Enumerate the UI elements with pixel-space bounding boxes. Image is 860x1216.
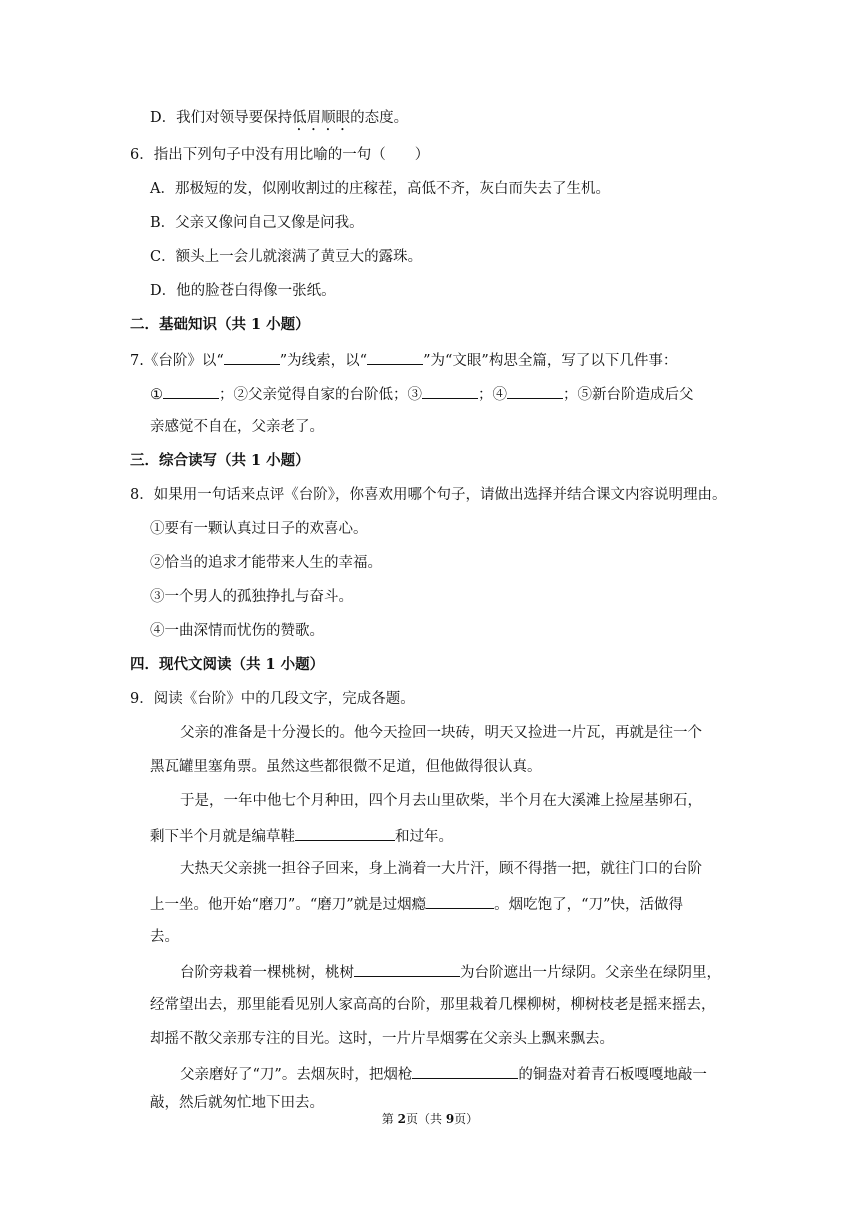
passage-p2-line-1: 于是，一年中他七个月种田，四个月去山里砍柴，半个月在大溪滩上捡屋基卵石， <box>180 793 702 809</box>
q6-option-b: B．父亲又像问自己又像是问我。 <box>150 215 364 231</box>
footer-text: 第 <box>381 1112 398 1126</box>
passage-p1-line-2: 黑瓦罐里塞角票。虽然这些都很微不足道，但他做得很认真。 <box>150 759 542 775</box>
section-4-heading: 四．现代文阅读（共 1 小题） <box>130 656 325 673</box>
passage-p5-line-1 <box>180 1063 707 1085</box>
q9-stem: 9．阅读《台阶》中的几段文字，完成各题。 <box>130 691 415 707</box>
passage-p4-line-1 <box>180 961 721 983</box>
passage-p2-line-2 <box>150 825 453 847</box>
q7-item-1: ① <box>150 387 163 403</box>
passage-p3-line-1: 大热天父亲挑一担谷子回来，身上淌着一大片汗，顾不得揩一把，就往门口的台阶 <box>180 861 702 877</box>
q7-line-2 <box>150 383 694 405</box>
passage-text: 父亲磨好了“刀”。去烟灰时，把烟枪 <box>180 1067 413 1083</box>
answer-blank[interactable] <box>163 383 219 399</box>
passage-text: 剩下半个月就是编草鞋 <box>150 829 295 845</box>
answer-blank[interactable] <box>354 961 460 977</box>
passage-text: 台阶旁栽着一棵桃树，桃树 <box>180 965 354 981</box>
answer-blank[interactable] <box>412 1063 518 1079</box>
q7-text-b: ”为线索，以“ <box>279 353 368 369</box>
passage-p4-line-2: 经常望出去，那里能看见别人家高高的台阶，那里栽着几棵柳树，柳树枝老是摇来摇去， <box>150 997 716 1013</box>
answer-blank[interactable] <box>295 825 395 841</box>
footer-text: 页（共 <box>405 1112 446 1126</box>
q6-option-c: C．额头上一会儿就滚满了黄豆大的露珠。 <box>150 249 423 265</box>
q5-option-d-text: D．我们对领导要保持 <box>150 110 293 126</box>
answer-blank[interactable] <box>507 383 563 399</box>
passage-p5-line-2: 敲，然后就匆忙地下田去。 <box>150 1095 324 1111</box>
q6-option-d: D．他的脸苍白得像一张纸。 <box>150 283 336 299</box>
q8-stem: 8．如果用一句话来点评《台阶》，你喜欢用哪个句子，请做出选择并结合课文内容说明理由。 <box>130 487 727 503</box>
q7-line-1 <box>130 349 677 371</box>
passage-text: 为台阶遮出一片绿阴。父亲坐在绿阴里， <box>460 965 721 981</box>
passage-text: 。烟吃饱了，“刀”快，活做得 <box>494 897 683 913</box>
q8-option-2: ②恰当的追求才能带来人生的幸福。 <box>150 555 382 571</box>
q8-option-4: ④一曲深情而忧伤的赞歌。 <box>150 623 324 639</box>
q7-text-a: 7.《台阶》以“ <box>130 353 224 369</box>
passage-text: 和过年。 <box>395 829 453 845</box>
q7-item-2: ；②父亲觉得自家的台阶低；③ <box>219 387 422 403</box>
answer-blank[interactable] <box>224 349 280 365</box>
q8-option-3: ③一个男人的孤独挣扎与奋斗。 <box>150 589 353 605</box>
answer-blank[interactable] <box>422 383 478 399</box>
passage-p4-line-3: 却摇不散父亲那专注的目光。这时，一片片旱烟雾在父亲头上飘来飘去。 <box>150 1031 614 1047</box>
q7-item-5: ；⑤新台阶造成后父 <box>563 387 694 403</box>
page-footer <box>0 1110 860 1127</box>
total-page-count: 9 <box>445 1112 455 1126</box>
passage-p3-line-3: 去。 <box>150 929 179 945</box>
section-3-heading: 三．综合读写（共 1 小题） <box>130 452 310 469</box>
q7-line-3: 亲感觉不自在，父亲老了。 <box>150 419 324 435</box>
passage-text: 上一坐。他开始“磨刀”。“磨刀”就是过烟瘾 <box>150 897 427 913</box>
emphasized-phrase: 低眉顺眼 <box>292 110 351 126</box>
current-page-number: 2 <box>397 1112 406 1126</box>
answer-blank[interactable] <box>426 893 494 909</box>
q7-item-4-label: ；④ <box>478 387 507 403</box>
q6-stem: 6．指出下列句子中没有用比喻的一句（ ） <box>130 147 430 163</box>
passage-text: 的铜盎对着青石板嘎嘎地敲一 <box>518 1067 707 1083</box>
q7-text-c: ”为“文眼”构思全篇，写了以下几件事： <box>423 353 678 369</box>
q5-option-d-end: 的态度。 <box>350 110 409 126</box>
passage-p1-line-1: 父亲的准备是十分漫长的。他今天捡回一块砖，明天又捡进一片瓦，再就是往一个 <box>180 725 702 741</box>
section-2-heading: 二．基础知识（共 1 小题） <box>130 316 310 333</box>
q5-option-d <box>150 108 408 134</box>
passage-p3-line-2 <box>150 893 683 915</box>
footer-text: 页） <box>454 1112 479 1126</box>
q8-option-1: ①要有一颗认真过日子的欢喜心。 <box>150 521 368 537</box>
q6-option-a: A．那极短的发，似刚收割过的庄稼茬，高低不齐，灰白而失去了生机。 <box>150 181 610 197</box>
answer-blank[interactable] <box>367 349 423 365</box>
